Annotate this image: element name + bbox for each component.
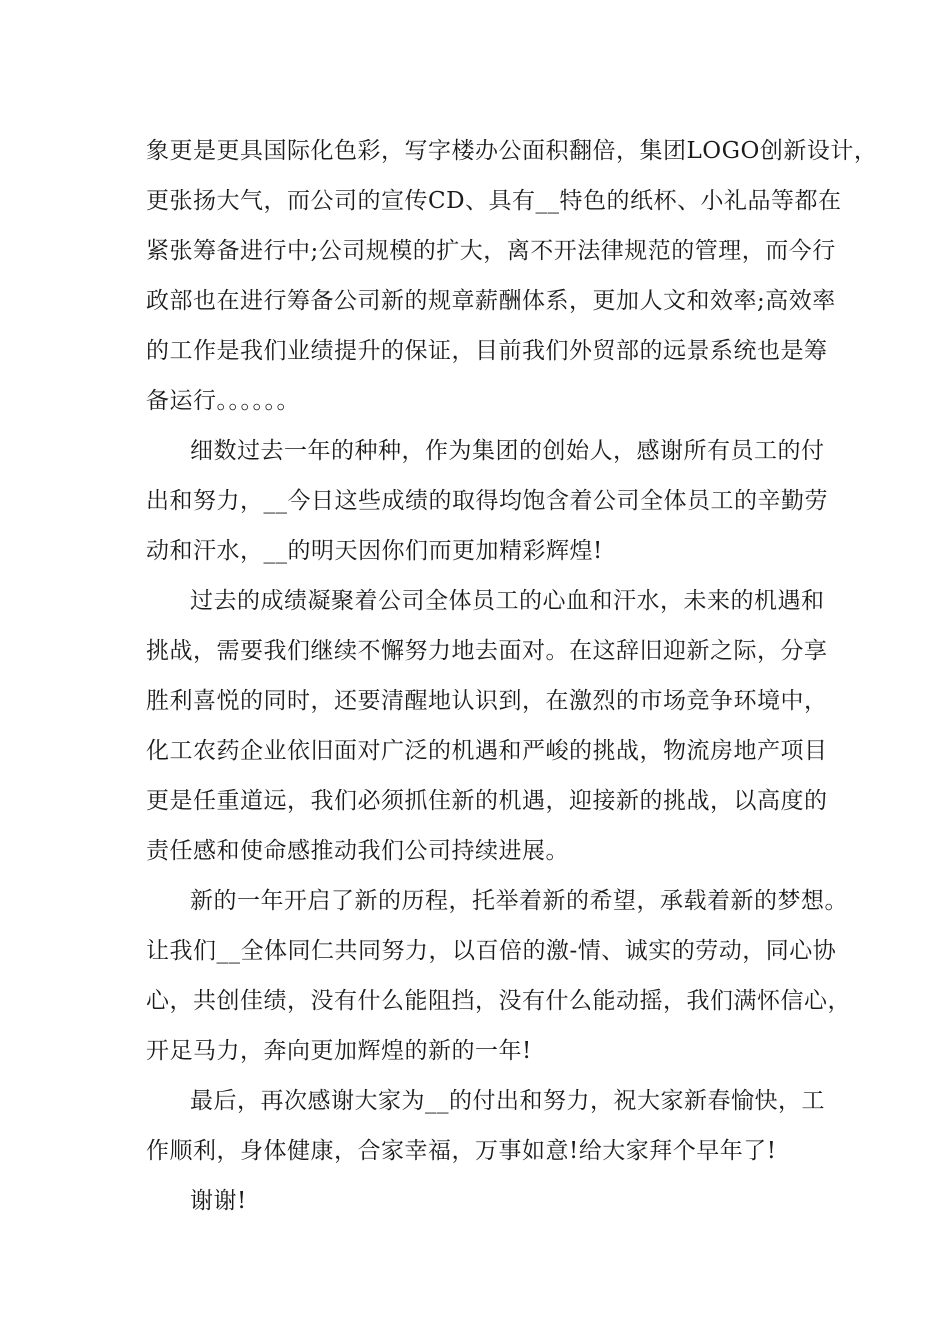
paragraph-line: 更张扬大气，而公司的宣传CD、具有__特色的纸杯、小礼品等都在 [146,188,842,214]
paragraph-line: 紧张筹备进行中;公司规模的扩大，离不开法律规范的管理，而今行 [146,238,836,264]
paragraph-line: 责任感和使命感推动我们公司持续进展。 [146,838,569,864]
paragraph-line: 细数过去一年的种种，作为集团的创始人，感谢所有员工的付 [190,438,825,464]
paragraph-line: 过去的成绩凝聚着公司全体员工的心血和汗水，未来的机遇和 [190,588,825,614]
paragraph-line: 心，共创佳绩，没有什么能阻挡，没有什么能动摇，我们满怀信心， [146,988,851,1014]
paragraph-line: 作顺利，身体健康，合家幸福，万事如意!给大家拜个早年了! [146,1138,777,1164]
closing-line: 谢谢! [190,1188,247,1214]
paragraph-line: 化工农药企业依旧面对广泛的机遇和严峻的挑战，物流房地产项目 [146,738,828,764]
paragraph-line: 象更是更具国际化色彩，写字楼办公面积翻倍，集团LOGO创新设计， [146,138,878,164]
paragraph-line: 动和汗水，__的明天因你们而更加精彩辉煌! [146,538,603,564]
paragraph-line: 让我们__全体同仁共同努力，以百倍的激-情、诚实的劳动，同心协 [146,938,837,964]
paragraph-line: 出和努力，__今日这些成绩的取得均饱含着公司全体员工的辛勤劳 [146,488,828,514]
paragraph-line: 最后，再次感谢大家为__的付出和努力，祝大家新春愉快，工 [190,1088,825,1114]
paragraph-line: 政部也在进行筹备公司新的规章薪酬体系，更加人文和效率;高效率 [146,288,836,314]
paragraph-line: 新的一年开启了新的历程，托举着新的希望，承载着新的梦想。 [190,888,848,914]
paragraph-line: 的工作是我们业绩提升的保证，目前我们外贸部的远景系统也是筹 [146,338,828,364]
paragraph-line: 开足马力，奔向更加辉煌的新的一年! [146,1038,532,1064]
paragraph-line: 胜利喜悦的同时，还要清醒地认识到，在激烈的市场竞争环境中， [146,688,828,714]
paragraph-line: 备运行。。。。。。 [146,388,300,414]
paragraph-line: 挑战，需要我们继续不懈努力地去面对。在这辞旧迎新之际，分享 [146,638,828,664]
paragraph-line: 更是任重道远，我们必须抓住新的机遇，迎接新的挑战，以高度的 [146,788,828,814]
